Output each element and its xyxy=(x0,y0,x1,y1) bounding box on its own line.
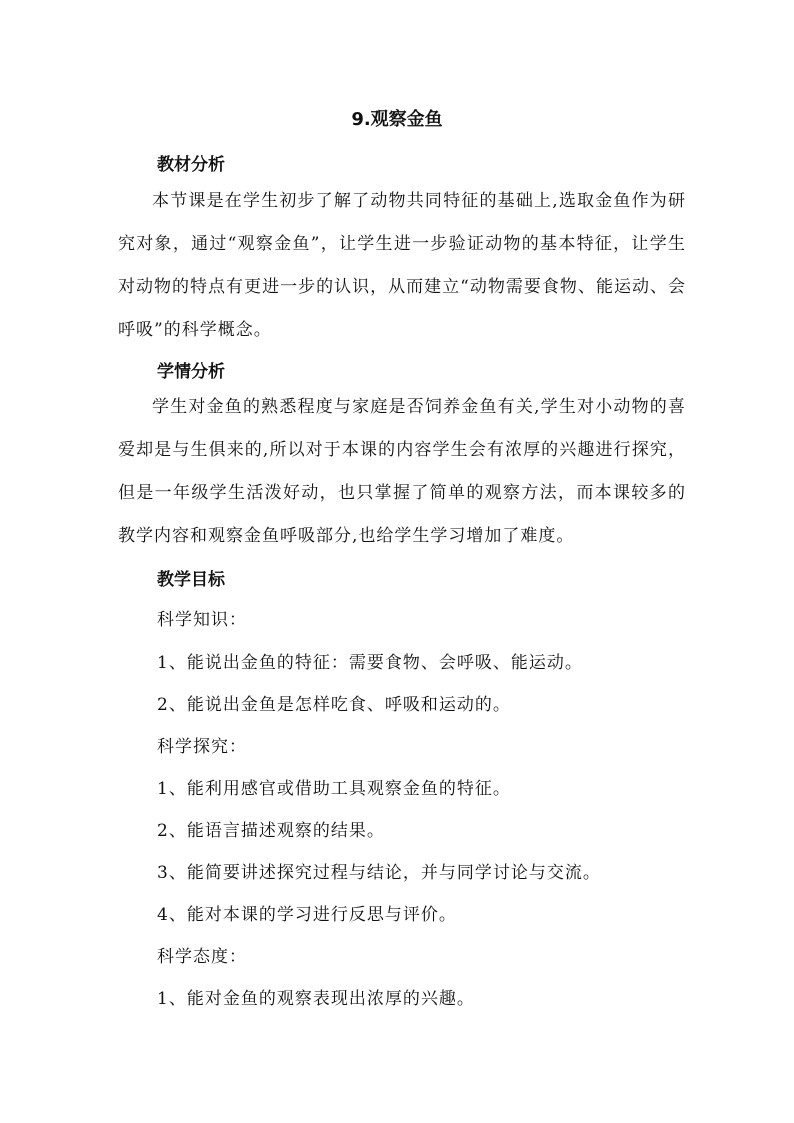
page-title: 9.观察金鱼 xyxy=(351,109,443,130)
section-heading-learner-analysis: 学情分析 xyxy=(157,362,225,382)
list-item: 3、能简要讲述探究过程与结论，并与同学讨论与交流。 xyxy=(157,863,601,883)
list-item: 1、能说出金鱼的特征：需要食物、会呼吸、能运动。 xyxy=(157,653,583,673)
list-item: 1、能利用感官或借助工具观察金鱼的特征。 xyxy=(157,779,511,799)
label-science-knowledge: 科学知识： xyxy=(157,610,247,630)
list-item: 1、能对金鱼的观察表现出浓厚的兴趣。 xyxy=(157,989,475,1009)
section-heading-material-analysis: 教材分析 xyxy=(157,155,225,175)
section-heading-teaching-goals: 教学目标 xyxy=(157,570,225,590)
paragraph-learner-analysis: 学生对金鱼的熟悉程度与家庭是否饲养金鱼有关,学生对小动物的喜爱却是与生俱来的,所以对于本课的内容学生会有浓厚的兴趣进行探究，但是一年级学生活泼好动，也只掌握了简单的观察方法，而本课较多的教学内容和观察金鱼呼吸部分,也给学生学习增加了难度。 xyxy=(118,397,686,546)
paragraph-material-analysis: 本节课是在学生初步了解了动物共同特征的基础上,选取金鱼作为研究对象，通过“观察金鱼”，让学生进一步验证动物的基本特征，让学生对动物的特点有更进一步的认识，从而建立“动物需要食物、能运动、会呼吸”的科学概念。 xyxy=(118,191,686,340)
list-item: 2、能语言描述观察的结果。 xyxy=(157,821,385,841)
list-item: 4、能对本课的学习进行反思与评价。 xyxy=(157,905,457,925)
label-science-attitude: 科学态度： xyxy=(157,947,247,967)
label-science-inquiry: 科学探究： xyxy=(157,737,247,757)
list-item: 2、能说出金鱼是怎样吃食、呼吸和运动的。 xyxy=(157,695,511,715)
